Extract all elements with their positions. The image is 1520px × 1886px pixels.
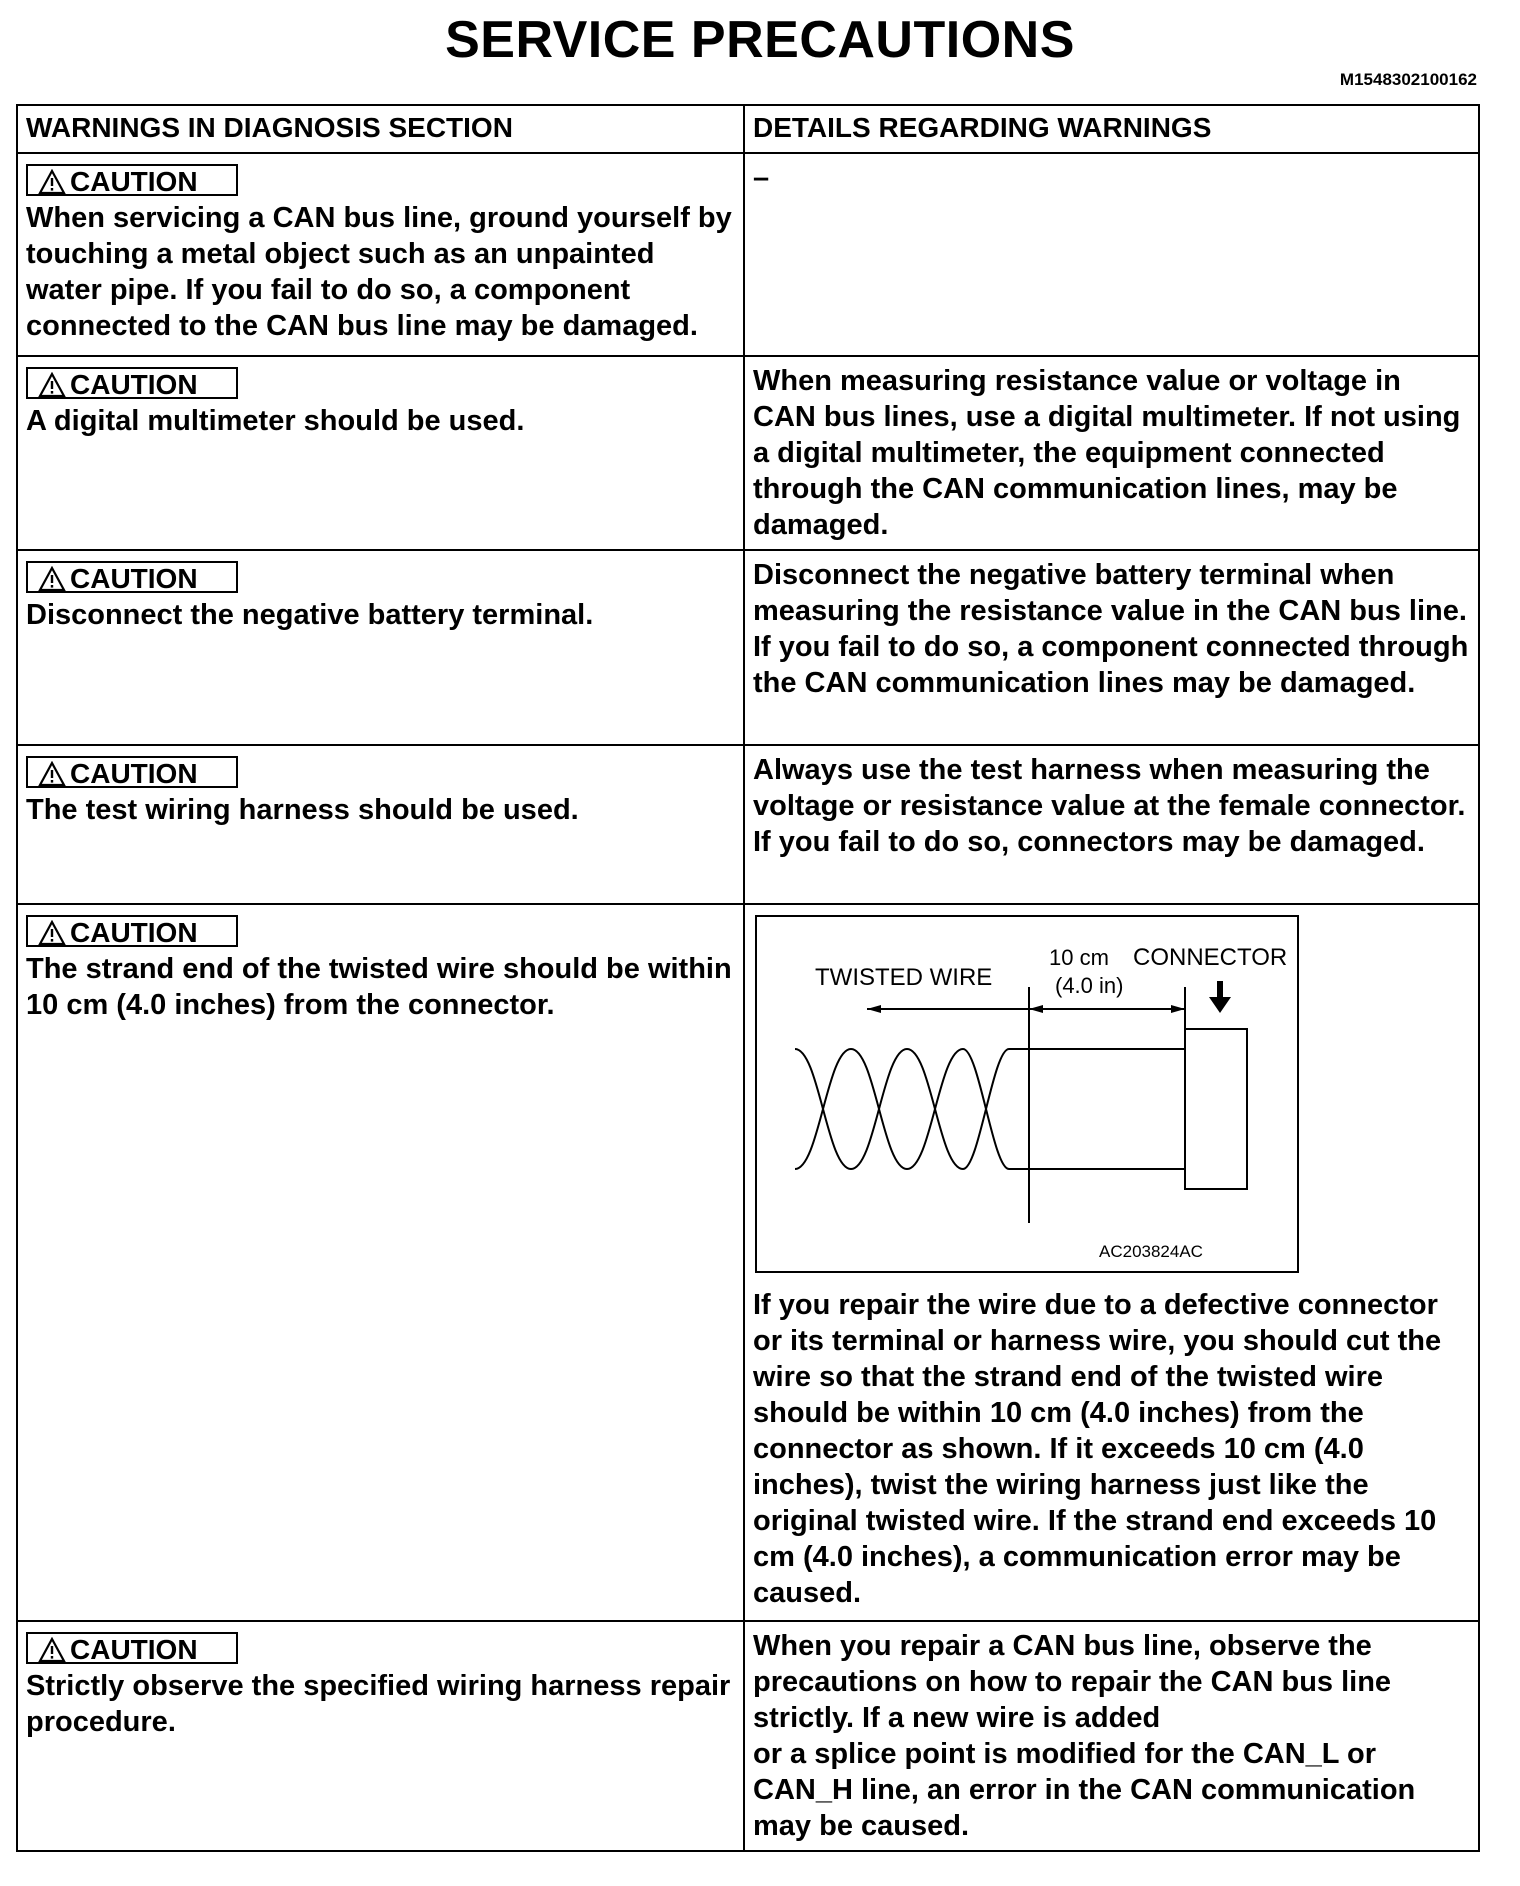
caution-label: CAUTION xyxy=(70,369,198,400)
caution-label: CAUTION xyxy=(70,917,198,948)
table-row xyxy=(17,153,1479,356)
distance-label: 10 cm xyxy=(1049,945,1109,970)
caution-label: CAUTION xyxy=(70,563,198,594)
detail-text: – xyxy=(753,162,770,194)
table-row xyxy=(17,1621,1479,1851)
detail-text: Always use the test harness when measuring the voltage or resistance value at the female connector. If you fail to do so, connectors may be damaged. xyxy=(753,754,1466,858)
detail-cell xyxy=(744,153,1479,356)
warning-cell xyxy=(17,1621,744,1851)
detail-cell xyxy=(744,550,1479,745)
detail-cell xyxy=(744,1621,1479,1851)
warning-cell xyxy=(17,745,744,904)
caution-label: CAUTION xyxy=(70,758,198,789)
warning-triangle-icon xyxy=(38,761,66,787)
warning-text: The strand end of the twisted wire should be within 10 cm (4.0 inches) from the connector. xyxy=(26,953,732,1021)
header-details: DETAILS REGARDING WARNINGS xyxy=(744,105,1479,153)
detail-text-continued: or a splice point is modified for the CAN_L or CAN_H line, an error in the CAN communication may be caused. xyxy=(753,1738,1416,1842)
warning-text: Disconnect the negative battery terminal. xyxy=(26,599,594,631)
warning-triangle-icon xyxy=(38,1637,66,1663)
table-row xyxy=(17,745,1479,904)
twisted-wire-diagram xyxy=(757,917,1297,1271)
connector-label: CONNECTOR xyxy=(1133,944,1288,971)
twisted-strand-a xyxy=(795,1049,1009,1169)
warning-cell xyxy=(17,550,744,745)
detail-text: If you repair the wire due to a defective connector or its terminal or harness wire, you should cut the wire so that the strand end of the twisted wire should be within 10 cm (4.0 inches) from the connector as shown. If it exceeds 10 cm (4.0 inches), twist the wiring harness just like the original twisted wire. If the strand end exceeds 10 cm (4.0 inches), a communication error may be caused. xyxy=(753,1289,1442,1609)
twisted-strand-b xyxy=(795,1049,1009,1169)
table-header-row xyxy=(17,105,1479,153)
detail-text: When you repair a CAN bus line, observe the precautions on how to repair the CAN bus line strictly. If a new wire is added xyxy=(753,1630,1392,1734)
table-row xyxy=(17,904,1479,1621)
caution-box xyxy=(26,756,238,788)
distance-label-inches: (4.0 in) xyxy=(1055,973,1124,998)
warning-triangle-icon xyxy=(38,372,66,398)
connector-arrow-icon xyxy=(1209,981,1231,1013)
warning-cell xyxy=(17,153,744,356)
caution-box xyxy=(26,915,238,947)
precautions-table xyxy=(16,104,1480,1852)
warning-text: The test wiring harness should be used. xyxy=(26,794,579,826)
detail-text: When measuring resistance value or voltage in CAN bus lines, use a digital multimeter. If not using a digital multimeter, the equipment connected through the CAN communication lines, may be damaged. xyxy=(753,365,1461,541)
caution-label: CAUTION xyxy=(70,166,198,197)
warning-text: A digital multimeter should be used. xyxy=(26,405,525,437)
table-row xyxy=(17,550,1479,745)
warning-triangle-icon xyxy=(38,920,66,946)
warning-triangle-icon xyxy=(38,169,66,195)
twisted-wire-figure xyxy=(755,915,1299,1273)
detail-cell xyxy=(744,356,1479,550)
warning-cell xyxy=(17,356,744,550)
warning-text: When servicing a CAN bus line, ground yourself by touching a metal object such as an unpainted water pipe. If you fail to do so, a component connected to the CAN bus line may be damaged. xyxy=(26,202,732,342)
warning-cell xyxy=(17,904,744,1621)
warning-text: Strictly observe the specified wiring harness repair procedure. xyxy=(26,1670,731,1738)
figure-id: AC203824AC xyxy=(1099,1242,1203,1261)
detail-cell xyxy=(744,745,1479,904)
caution-label: CAUTION xyxy=(70,1634,198,1665)
page-title: SERVICE PRECAUTIONS xyxy=(445,11,1075,69)
detail-text: Disconnect the negative battery terminal when measuring the resistance value in the CAN bus line. If you fail to do so, a component connected through the CAN communication lines may be damaged. xyxy=(753,559,1469,699)
caution-box xyxy=(26,561,238,593)
caution-box xyxy=(26,1632,238,1664)
table-row xyxy=(17,356,1479,550)
caution-box xyxy=(26,164,238,196)
connector-block xyxy=(1185,1029,1247,1189)
caution-box xyxy=(26,367,238,399)
warning-triangle-icon xyxy=(38,566,66,592)
twisted-wire-label: TWISTED WIRE xyxy=(815,964,993,991)
document-id: M1548302100162 xyxy=(1339,70,1477,89)
detail-cell xyxy=(744,904,1479,1621)
header-warnings: WARNINGS IN DIAGNOSIS SECTION xyxy=(17,105,744,153)
